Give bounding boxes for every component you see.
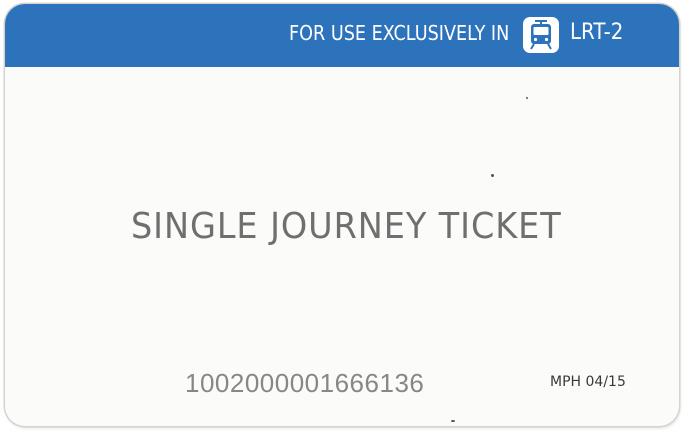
ticket-card — [5, 4, 679, 426]
usage-notice: FOR USE EXCLUSIVELY IN — [288, 21, 509, 45]
surface-speck — [451, 420, 455, 422]
print-code: MPH 04/15 — [550, 374, 626, 390]
train-icon-graphic — [523, 17, 559, 53]
surface-speck — [491, 174, 494, 177]
serial-number: 1002000001666136 — [185, 368, 425, 398]
line-name: LRT-2 — [570, 20, 624, 45]
surface-speck — [526, 97, 528, 99]
train-icon — [523, 17, 559, 53]
header-band — [5, 4, 679, 67]
ticket-type-title: SINGLE JOURNEY TICKET — [131, 206, 562, 247]
